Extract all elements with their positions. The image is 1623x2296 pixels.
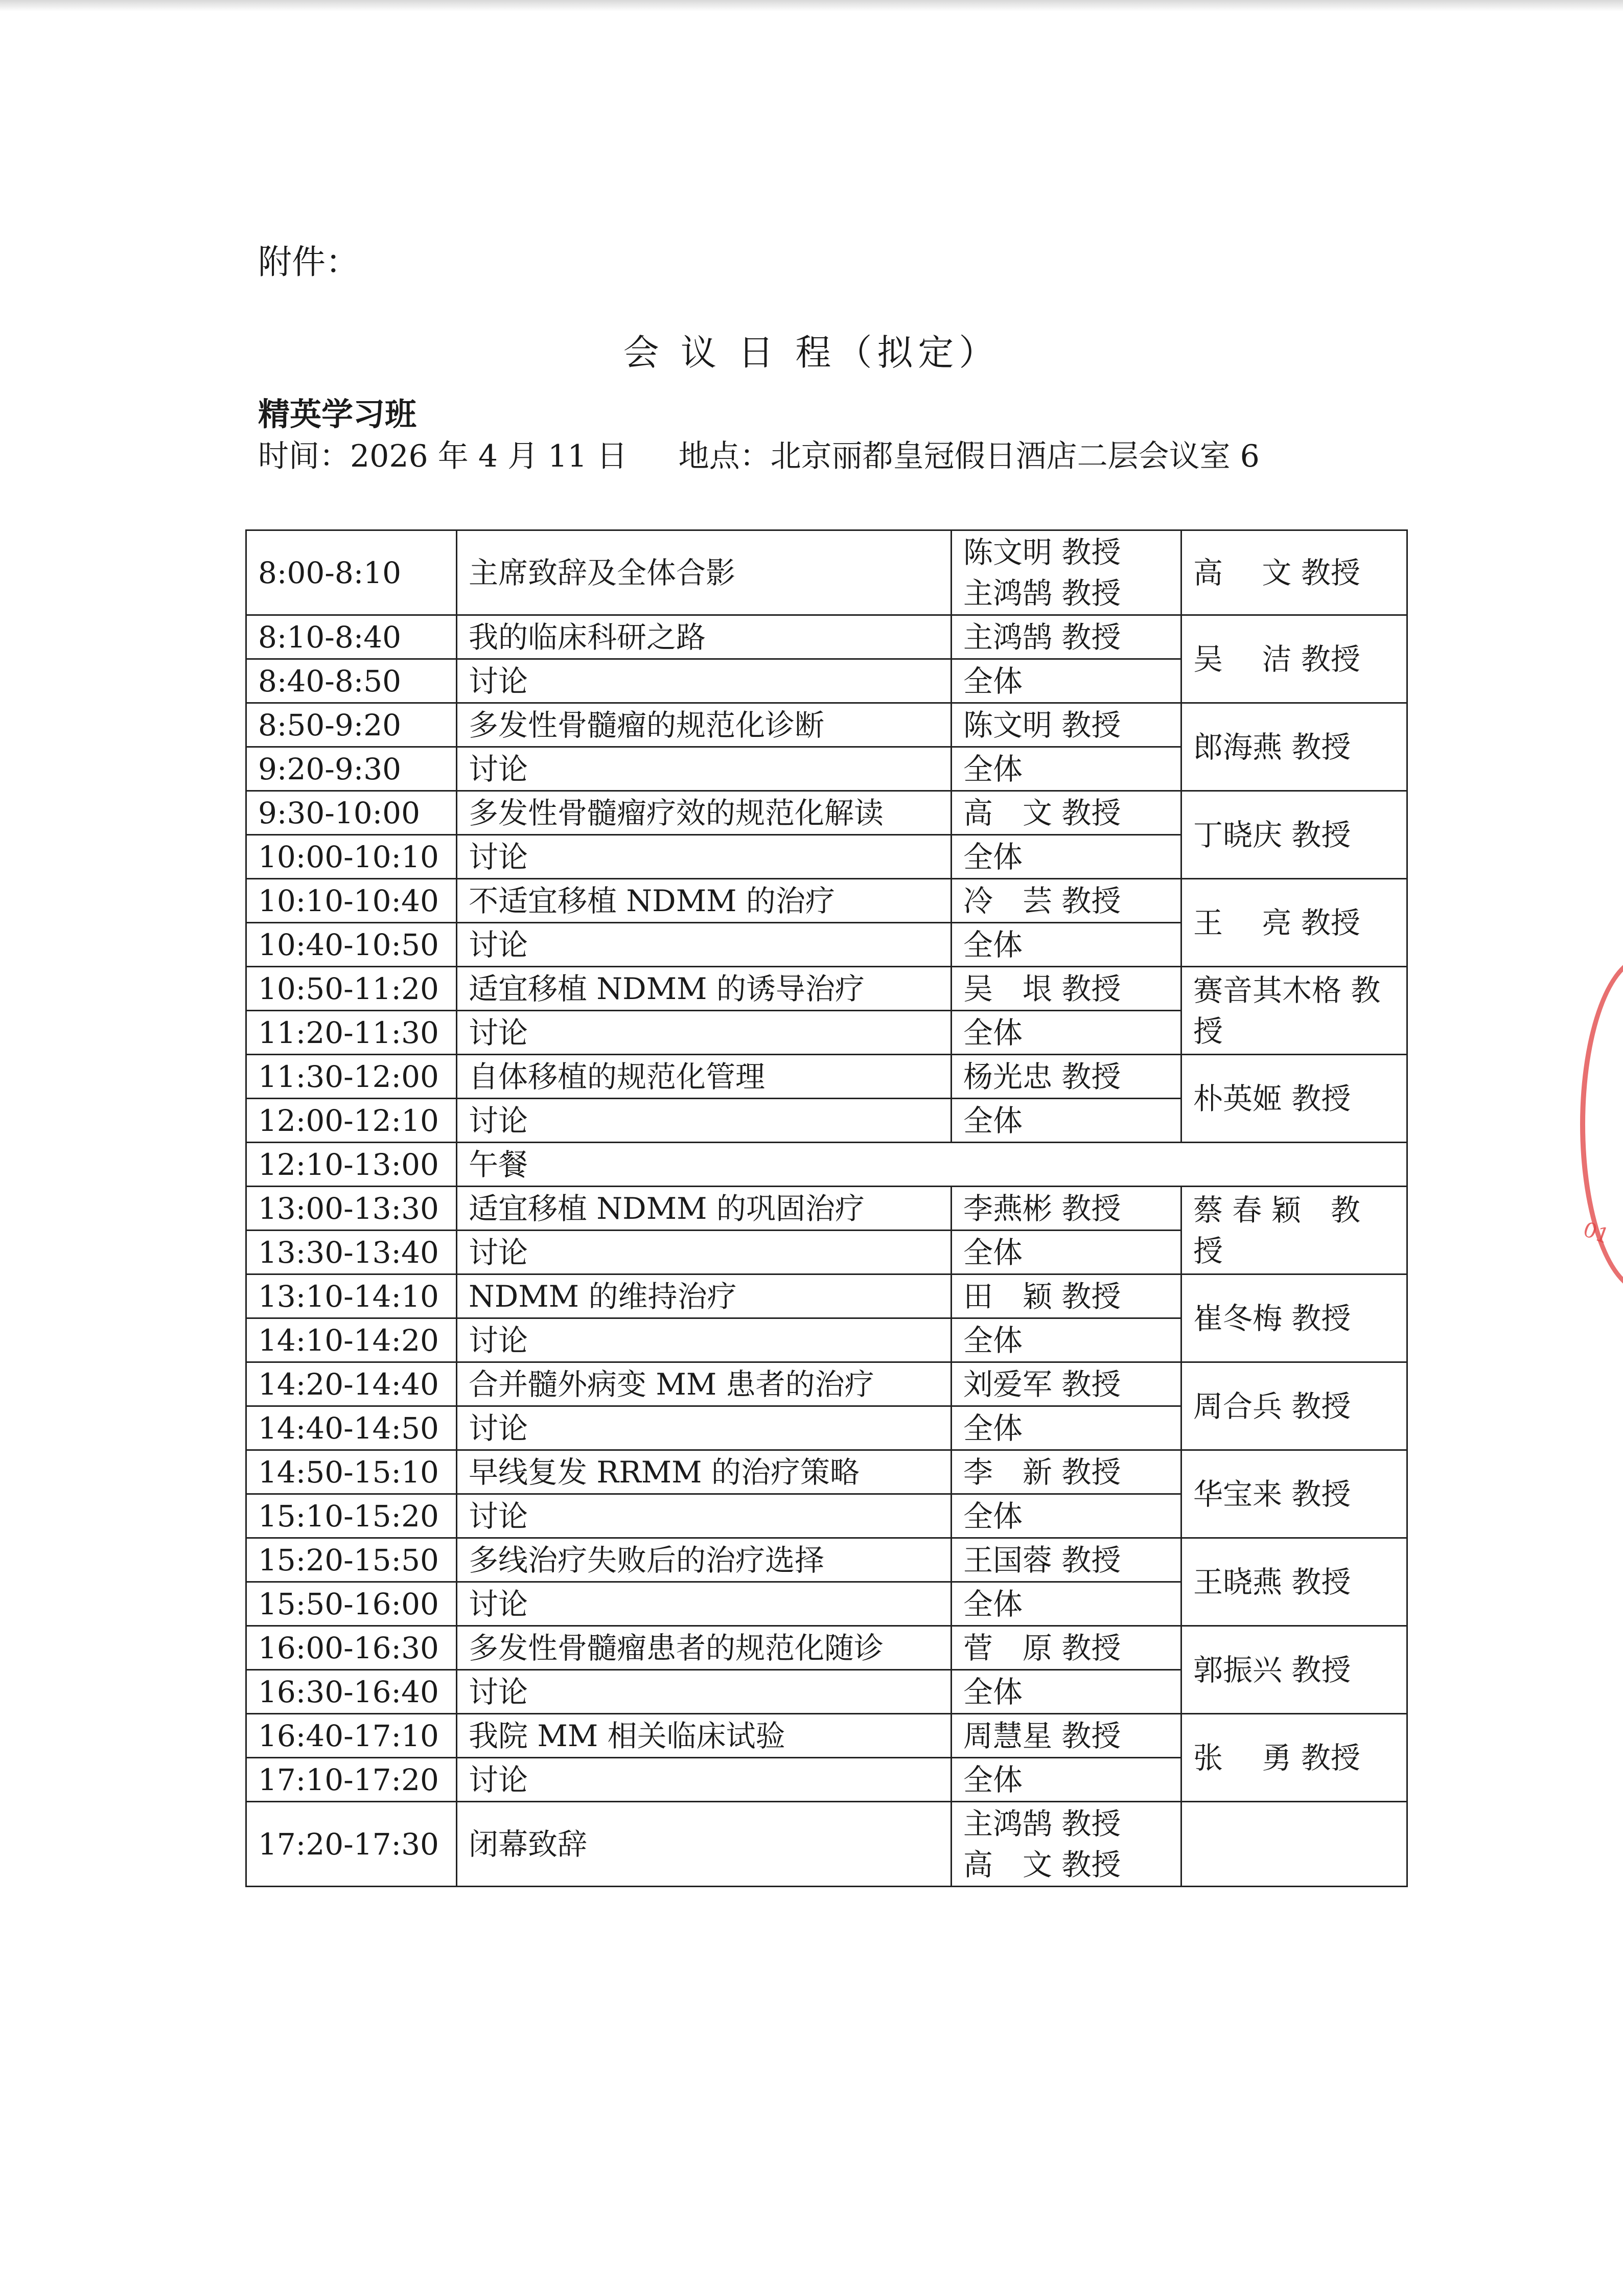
class-name: 精英学习班	[258, 396, 417, 433]
speaker-line: 周慧星 教授	[963, 1718, 1121, 1753]
session-time: 8:40-8:50	[246, 659, 457, 703]
session-time: 8:00-8:10	[246, 530, 457, 615]
session-time: 11:30-12:00	[246, 1055, 457, 1099]
session-speaker	[952, 879, 1181, 923]
session-topic: 讨论	[457, 835, 952, 879]
session-speaker	[952, 1231, 1181, 1274]
speaker-line: 全体	[963, 663, 1023, 699]
session-time: 10:50-11:20	[246, 967, 457, 1011]
session-topic: 多发性骨髓瘤的规范化诊断	[457, 703, 952, 747]
session-time: 15:50-16:00	[246, 1582, 457, 1626]
meeting-location: 地点：北京丽都皇冠假日酒店二层会议室 6	[678, 438, 1260, 474]
session-moderator	[1181, 1802, 1407, 1887]
session-speaker	[952, 1055, 1181, 1099]
session-time: 12:00-12:10	[246, 1099, 457, 1143]
schedule-row	[246, 530, 1407, 615]
session-topic: 合并髓外病变 MM 患者的治疗	[457, 1362, 952, 1406]
session-moderator: 王 亮 教授	[1181, 879, 1407, 967]
session-topic: 讨论	[457, 1758, 952, 1802]
session-moderator: 崔冬梅 教授	[1181, 1274, 1407, 1362]
session-time: 8:10-8:40	[246, 615, 457, 659]
session-topic: 讨论	[457, 1099, 952, 1143]
speaker-line: 全体	[963, 1323, 1023, 1358]
session-topic: 讨论	[457, 1670, 952, 1714]
session-speaker	[952, 835, 1181, 879]
speaker-line: 全体	[963, 1410, 1023, 1446]
session-topic: 讨论	[457, 1582, 952, 1626]
schedule-row	[246, 791, 1407, 835]
session-topic: 讨论	[457, 747, 952, 791]
document-title: 会 议 日 程（拟定）	[623, 332, 1000, 374]
speaker-line: 全体	[963, 751, 1023, 786]
scan-edge	[0, 0, 1623, 11]
session-speaker	[952, 1318, 1181, 1362]
speaker-line: 李 新 教授	[963, 1454, 1121, 1490]
session-topic: 主席致辞及全体合影	[457, 530, 952, 615]
speaker-line: 菅 原 教授	[963, 1630, 1121, 1665]
time-location-line	[258, 434, 1260, 478]
session-time: 17:10-17:20	[246, 1758, 457, 1802]
speaker-line: 高 文 教授	[963, 795, 1121, 830]
meeting-time: 时间：2026 年 4 月 11 日	[258, 438, 628, 474]
speaker-line: 田 颖 教授	[963, 1279, 1121, 1314]
session-topic: 多线治疗失败后的治疗选择	[457, 1538, 952, 1582]
session-speaker	[952, 1802, 1181, 1887]
session-moderator: 张 勇 教授	[1181, 1714, 1407, 1802]
session-time: 13:30-13:40	[246, 1231, 457, 1274]
session-topic: 我院 MM 相关临床试验	[457, 1714, 952, 1758]
session-moderator: 郎海燕 教授	[1181, 703, 1407, 791]
session-topic: 讨论	[457, 1231, 952, 1274]
speaker-line: 全体	[963, 1498, 1023, 1534]
session-time: 13:10-14:10	[246, 1274, 457, 1318]
session-time: 15:20-15:50	[246, 1538, 457, 1582]
session-speaker	[952, 1011, 1181, 1055]
session-time: 12:10-13:00	[246, 1143, 457, 1187]
session-topic: 讨论	[457, 1406, 952, 1450]
speaker-line: 主鸿鹄 教授	[963, 619, 1121, 655]
session-speaker	[952, 1538, 1181, 1582]
session-topic: 讨论	[457, 1011, 952, 1055]
session-speaker	[952, 1670, 1181, 1714]
session-moderator: 周合兵 教授	[1181, 1362, 1407, 1450]
schedule-row	[246, 1626, 1407, 1670]
session-time: 13:00-13:30	[246, 1187, 457, 1231]
speaker-line: 杨光忠 教授	[963, 1059, 1121, 1094]
schedule-row	[246, 1538, 1407, 1582]
session-speaker	[952, 1099, 1181, 1143]
speaker-line: 主鸿鹄 教授	[963, 1806, 1121, 1841]
session-speaker	[952, 1450, 1181, 1494]
session-topic: 多发性骨髓瘤疗效的规范化解读	[457, 791, 952, 835]
session-moderator: 华宝来 教授	[1181, 1450, 1407, 1538]
session-speaker	[952, 703, 1181, 747]
session-moderator: 吴 洁 教授	[1181, 615, 1407, 703]
session-time: 16:30-16:40	[246, 1670, 457, 1714]
session-speaker	[952, 923, 1181, 967]
session-moderator: 王晓燕 教授	[1181, 1538, 1407, 1626]
schedule-row	[246, 1714, 1407, 1758]
session-time: 15:10-15:20	[246, 1494, 457, 1538]
speaker-line: 全体	[963, 1586, 1023, 1621]
session-time: 17:20-17:30	[246, 1802, 457, 1887]
session-moderator: 蔡 春 颖 教 授	[1181, 1187, 1407, 1274]
session-moderator: 赛音其木格 教授	[1181, 967, 1407, 1055]
session-moderator: 郭振兴 教授	[1181, 1626, 1407, 1714]
speaker-line: 王国蓉 教授	[963, 1542, 1121, 1578]
session-speaker	[952, 1406, 1181, 1450]
speaker-line: 全体	[963, 927, 1023, 962]
session-speaker	[952, 1714, 1181, 1758]
session-topic: 讨论	[457, 1494, 952, 1538]
session-topic: 闭幕致辞	[457, 1802, 952, 1887]
schedule-row	[246, 1143, 1407, 1187]
schedule-row	[246, 879, 1407, 923]
session-topic: 我的临床科研之路	[457, 615, 952, 659]
schedule-row	[246, 703, 1407, 747]
schedule-row	[246, 1802, 1407, 1887]
session-moderator: 丁晓庆 教授	[1181, 791, 1407, 879]
speaker-line: 冷 芸 教授	[963, 883, 1121, 918]
schedule-row	[246, 1362, 1407, 1406]
session-time: 10:40-10:50	[246, 923, 457, 967]
session-time: 16:40-17:10	[246, 1714, 457, 1758]
speaker-line: 吴 垠 教授	[963, 971, 1121, 1006]
session-time: 16:00-16:30	[246, 1626, 457, 1670]
session-speaker	[952, 659, 1181, 703]
session-time: 8:50-9:20	[246, 703, 457, 747]
session-speaker	[952, 1494, 1181, 1538]
session-topic: 多发性骨髓瘤患者的规范化随诊	[457, 1626, 952, 1670]
speaker-line: 陈文明 教授	[963, 535, 1121, 570]
session-time: 9:20-9:30	[246, 747, 457, 791]
session-moderator: 朴英姬 教授	[1181, 1055, 1407, 1143]
session-speaker	[952, 791, 1181, 835]
session-topic: 讨论	[457, 1318, 952, 1362]
session-topic: 自体移植的规范化管理	[457, 1055, 952, 1099]
session-time: 14:10-14:20	[246, 1318, 457, 1362]
speaker-line: 全体	[963, 1015, 1023, 1050]
schedule-row	[246, 1274, 1407, 1318]
session-topic: 适宜移植 NDMM 的诱导治疗	[457, 967, 952, 1011]
session-topic: NDMM 的维持治疗	[457, 1274, 952, 1318]
session-moderator: 高 文 教授	[1181, 530, 1407, 615]
speaker-line: 全体	[963, 1762, 1023, 1797]
session-speaker	[952, 530, 1181, 615]
speaker-line: 全体	[963, 1674, 1023, 1709]
speaker-line: 高 文 教授	[963, 1847, 1121, 1882]
schedule-table	[245, 529, 1408, 1887]
session-time: 14:40-14:50	[246, 1406, 457, 1450]
schedule-row	[246, 1055, 1407, 1099]
session-speaker	[952, 1758, 1181, 1802]
speaker-line: 陈文明 教授	[963, 707, 1121, 743]
session-topic: 适宜移植 NDMM 的巩固治疗	[457, 1187, 952, 1231]
session-speaker	[952, 1626, 1181, 1670]
speaker-line: 全体	[963, 1235, 1023, 1270]
session-speaker	[952, 747, 1181, 791]
session-topic: 讨论	[457, 659, 952, 703]
speaker-line: 全体	[963, 839, 1023, 874]
session-time: 11:20-11:30	[246, 1011, 457, 1055]
session-time: 9:30-10:00	[246, 791, 457, 835]
session-speaker	[952, 615, 1181, 659]
schedule-row	[246, 1450, 1407, 1494]
session-speaker	[952, 1187, 1181, 1231]
schedule-row	[246, 615, 1407, 659]
speaker-line: 刘爱军 教授	[963, 1366, 1121, 1402]
session-time: 10:10-10:40	[246, 879, 457, 923]
attachment-label: 附件：	[258, 242, 359, 282]
schedule-row	[246, 1187, 1407, 1231]
session-topic: 午餐	[457, 1143, 1407, 1187]
stamp-fragment: 01	[1580, 1217, 1613, 1249]
session-time: 14:20-14:40	[246, 1362, 457, 1406]
speaker-line: 主鸿鹄 教授	[963, 575, 1121, 611]
session-time: 10:00-10:10	[246, 835, 457, 879]
speaker-line: 李燕彬 教授	[963, 1191, 1121, 1226]
schedule-row	[246, 967, 1407, 1011]
session-speaker	[952, 967, 1181, 1011]
session-topic: 早线复发 RRMM 的治疗策略	[457, 1450, 952, 1494]
session-time: 14:50-15:10	[246, 1450, 457, 1494]
session-speaker	[952, 1274, 1181, 1318]
speaker-line: 全体	[963, 1103, 1023, 1138]
session-speaker	[952, 1362, 1181, 1406]
session-topic: 不适宜移植 NDMM 的治疗	[457, 879, 952, 923]
session-speaker	[952, 1582, 1181, 1626]
session-topic: 讨论	[457, 923, 952, 967]
